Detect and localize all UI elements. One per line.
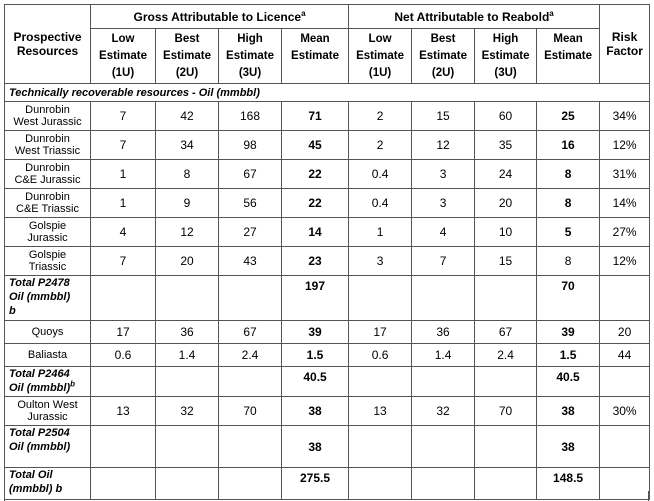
total-row-p2478: Total P2478 Oil (mmbbl) b 197 70 <box>5 276 650 321</box>
total-label: Total P2478 Oil (mmbbl) b <box>5 276 91 321</box>
total-row-oil: Total Oil (mmbbl) b 275.5 148.5 <box>5 468 650 500</box>
table-row: Quoys 17 36 67 39 17 36 67 39 20 <box>5 321 650 344</box>
col-header: High Estimate (3U) <box>219 29 282 84</box>
col-header: Mean Estimate <box>282 29 349 84</box>
prospect-name: Golspie Triassic <box>5 247 91 276</box>
header-row-1 <box>5 5 650 29</box>
prospect-name: Dunrobin West Triassic <box>5 131 91 160</box>
prospect-name: Dunrobin West Jurassic <box>5 102 91 131</box>
table-row: Dunrobin C&E Triassic 1 9 56 22 0.4 3 20 8 14% <box>5 189 650 218</box>
total-label: Total P2464 Oil (mmbbl)$^b$ <box>5 367 91 397</box>
total-label: Total Oil (mmbbl) b <box>5 468 91 500</box>
table-row: Dunrobin C&E Jurassic 1 8 67 22 0.4 3 24 8 31% <box>5 160 650 189</box>
resources-header: Prospective Resources <box>5 5 91 84</box>
prospect-name: Baliasta <box>5 344 91 367</box>
table-bottom-edge <box>4 491 649 501</box>
total-label: Total P2504 Oil (mmbbl) <box>5 426 91 468</box>
prospect-name: Oulton West Jurassic <box>5 397 91 426</box>
prospect-name: Dunrobin C&E Jurassic <box>5 160 91 189</box>
resources-table <box>4 4 650 500</box>
gross-group-header: Gross Attributable to Licence$^a$ <box>91 5 349 29</box>
table-row: Dunrobin West Triassic 7 34 98 45 2 12 35 16 12% <box>5 131 650 160</box>
col-header: Best Estimate (2U) <box>412 29 475 84</box>
col-header: Low Estimate (1U) <box>91 29 156 84</box>
section-row <box>5 84 650 102</box>
prospect-name: Quoys <box>5 321 91 344</box>
table-row: Oulton West Jurassic 13 32 70 38 13 32 70 38 30% <box>5 397 650 426</box>
col-header: High Estimate (3U) <box>475 29 537 84</box>
net-group-header: Net Attributable to Reabold$^a$ <box>349 5 600 29</box>
total-row-p2464: Total P2464 Oil (mmbbl)$^b$ 40.5 40.5 <box>5 367 650 397</box>
total-row-p2504: Total P2504 Oil (mmbbl) 38 38 <box>5 426 650 468</box>
table-row: Golspie Jurassic 4 12 27 14 1 4 10 5 27% <box>5 218 650 247</box>
col-header: Best Estimate (2U) <box>156 29 219 84</box>
table-row: Dunrobin West Jurassic 7 42 168 71 2 15 60 25 34% <box>5 102 650 131</box>
risk-header: Risk Factor <box>600 5 650 84</box>
col-header: Mean Estimate <box>537 29 600 84</box>
header-row-2 <box>5 29 650 84</box>
prospect-name: Golspie Jurassic <box>5 218 91 247</box>
col-header: Low Estimate (1U) <box>349 29 412 84</box>
table-row: Baliasta 0.6 1.4 2.4 1.5 0.6 1.4 2.4 1.5 44 <box>5 344 650 367</box>
section-title: Technically recoverable resources - Oil (mmbbl) <box>5 84 650 102</box>
prospect-name: Dunrobin C&E Triassic <box>5 189 91 218</box>
table-row: Golspie Triassic 7 20 43 23 3 7 15 8 12% <box>5 247 650 276</box>
